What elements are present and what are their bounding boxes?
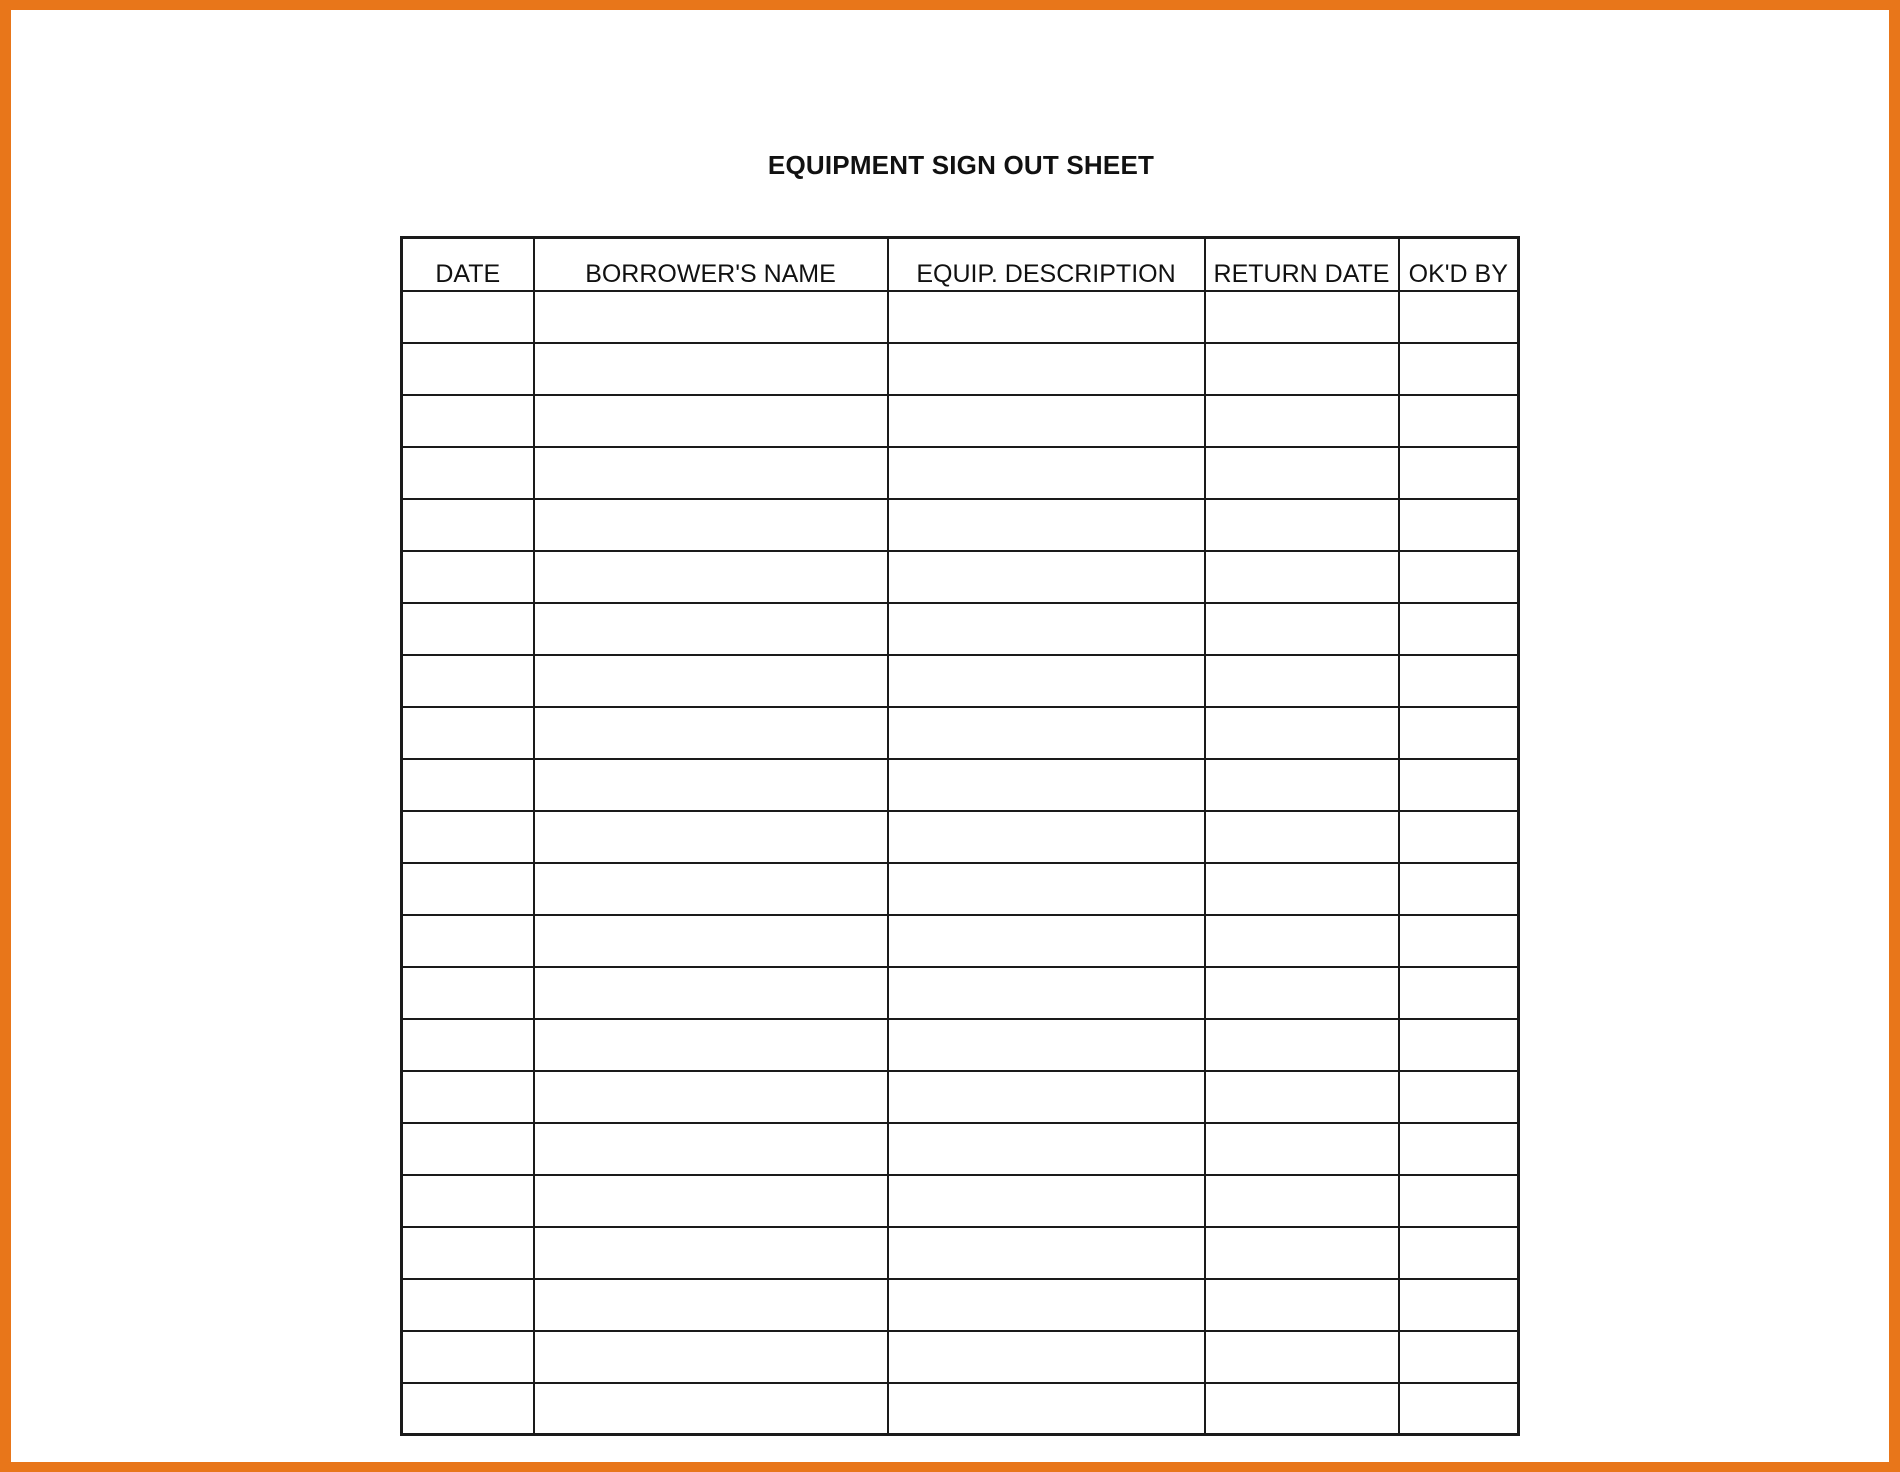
date-cell xyxy=(402,811,534,863)
return-date-cell xyxy=(1205,967,1399,1019)
table-body xyxy=(402,291,1519,1435)
equip-description-cell xyxy=(888,343,1205,395)
column-header-return-date: RETURN DATE xyxy=(1205,238,1399,291)
return-date-cell xyxy=(1205,447,1399,499)
date-cell xyxy=(402,967,534,1019)
date-cell xyxy=(402,1175,534,1227)
borrower-name-cell xyxy=(534,447,888,499)
okd-by-cell xyxy=(1399,1071,1519,1123)
borrower-name-cell xyxy=(534,1331,888,1383)
return-date-cell xyxy=(1205,655,1399,707)
equip-description-cell xyxy=(888,915,1205,967)
okd-by-cell xyxy=(1399,967,1519,1019)
return-date-cell xyxy=(1205,915,1399,967)
table-row xyxy=(402,603,1519,655)
return-date-cell xyxy=(1205,1331,1399,1383)
table-row xyxy=(402,1331,1519,1383)
okd-by-cell xyxy=(1399,499,1519,551)
return-date-cell xyxy=(1205,1123,1399,1175)
table-row xyxy=(402,1175,1519,1227)
table-row xyxy=(402,499,1519,551)
okd-by-cell xyxy=(1399,655,1519,707)
table-row xyxy=(402,447,1519,499)
borrower-name-cell xyxy=(534,551,888,603)
date-cell xyxy=(402,863,534,915)
borrower-name-cell xyxy=(534,655,888,707)
return-date-cell xyxy=(1205,1175,1399,1227)
table-row xyxy=(402,1383,1519,1435)
okd-by-cell xyxy=(1399,1175,1519,1227)
okd-by-cell xyxy=(1399,1123,1519,1175)
column-header-okd-by: OK'D BY xyxy=(1399,238,1519,291)
equip-description-cell xyxy=(888,967,1205,1019)
equip-description-cell xyxy=(888,1019,1205,1071)
okd-by-cell xyxy=(1399,707,1519,759)
okd-by-cell xyxy=(1399,811,1519,863)
borrower-name-cell xyxy=(534,1019,888,1071)
borrower-name-cell xyxy=(534,395,888,447)
okd-by-cell xyxy=(1399,291,1519,343)
equip-description-cell xyxy=(888,759,1205,811)
borrower-name-cell xyxy=(534,707,888,759)
equip-description-cell xyxy=(888,291,1205,343)
okd-by-cell xyxy=(1399,1227,1519,1279)
okd-by-cell xyxy=(1399,759,1519,811)
return-date-cell xyxy=(1205,1383,1399,1435)
return-date-cell xyxy=(1205,343,1399,395)
borrower-name-cell xyxy=(534,603,888,655)
equip-description-cell xyxy=(888,863,1205,915)
okd-by-cell xyxy=(1399,395,1519,447)
date-cell xyxy=(402,1279,534,1331)
date-cell xyxy=(402,707,534,759)
okd-by-cell xyxy=(1399,343,1519,395)
date-cell xyxy=(402,655,534,707)
borrower-name-cell xyxy=(534,811,888,863)
equip-description-cell xyxy=(888,603,1205,655)
table-row xyxy=(402,291,1519,343)
return-date-cell xyxy=(1205,811,1399,863)
table-row xyxy=(402,343,1519,395)
borrower-name-cell xyxy=(534,343,888,395)
borrower-name-cell xyxy=(534,915,888,967)
date-cell xyxy=(402,1383,534,1435)
date-cell xyxy=(402,603,534,655)
date-cell xyxy=(402,1019,534,1071)
okd-by-cell xyxy=(1399,1279,1519,1331)
date-cell xyxy=(402,1123,534,1175)
borrower-name-cell xyxy=(534,863,888,915)
okd-by-cell xyxy=(1399,1383,1519,1435)
okd-by-cell xyxy=(1399,603,1519,655)
table-row xyxy=(402,655,1519,707)
date-cell xyxy=(402,395,534,447)
okd-by-cell xyxy=(1399,551,1519,603)
return-date-cell xyxy=(1205,1071,1399,1123)
date-cell xyxy=(402,291,534,343)
equip-description-cell xyxy=(888,551,1205,603)
table-row xyxy=(402,1123,1519,1175)
return-date-cell xyxy=(1205,1227,1399,1279)
borrower-name-cell xyxy=(534,1383,888,1435)
table-row xyxy=(402,1279,1519,1331)
return-date-cell xyxy=(1205,759,1399,811)
sheet-title: EQUIPMENT SIGN OUT SHEET xyxy=(767,150,1155,180)
borrower-name-cell xyxy=(534,1279,888,1331)
equip-description-cell xyxy=(888,707,1205,759)
equip-description-cell xyxy=(888,811,1205,863)
okd-by-cell xyxy=(1399,915,1519,967)
equip-description-cell xyxy=(888,655,1205,707)
column-header-borrower-name: BORROWER'S NAME xyxy=(534,238,888,291)
date-cell xyxy=(402,915,534,967)
okd-by-cell xyxy=(1399,1331,1519,1383)
okd-by-cell xyxy=(1399,863,1519,915)
date-cell xyxy=(402,1227,534,1279)
date-cell xyxy=(402,759,534,811)
equip-description-cell xyxy=(888,1383,1205,1435)
borrower-name-cell xyxy=(534,499,888,551)
borrower-name-cell xyxy=(534,967,888,1019)
return-date-cell xyxy=(1205,707,1399,759)
date-cell xyxy=(402,447,534,499)
date-cell xyxy=(402,1331,534,1383)
column-header-equip-description: EQUIP. DESCRIPTION xyxy=(888,238,1205,291)
equip-description-cell xyxy=(888,447,1205,499)
table-row xyxy=(402,759,1519,811)
date-cell xyxy=(402,343,534,395)
equip-description-cell xyxy=(888,1071,1205,1123)
equip-description-cell xyxy=(888,1123,1205,1175)
equip-description-cell xyxy=(888,1227,1205,1279)
table-row xyxy=(402,1019,1519,1071)
return-date-cell xyxy=(1205,1019,1399,1071)
equip-description-cell xyxy=(888,499,1205,551)
table-row xyxy=(402,395,1519,447)
equip-description-cell xyxy=(888,1175,1205,1227)
return-date-cell xyxy=(1205,499,1399,551)
table-row xyxy=(402,707,1519,759)
return-date-cell xyxy=(1205,395,1399,447)
borrower-name-cell xyxy=(534,1071,888,1123)
equip-description-cell xyxy=(888,395,1205,447)
table-row xyxy=(402,863,1519,915)
date-cell xyxy=(402,1071,534,1123)
table-row xyxy=(402,1071,1519,1123)
signout-table xyxy=(400,236,1520,1436)
equip-description-cell xyxy=(888,1279,1205,1331)
date-cell xyxy=(402,551,534,603)
return-date-cell xyxy=(1205,551,1399,603)
table-row xyxy=(402,551,1519,603)
return-date-cell xyxy=(1205,863,1399,915)
table-row xyxy=(402,915,1519,967)
borrower-name-cell xyxy=(534,1175,888,1227)
header-row xyxy=(402,238,1519,291)
borrower-name-cell xyxy=(534,1227,888,1279)
okd-by-cell xyxy=(1399,1019,1519,1071)
borrower-name-cell xyxy=(534,759,888,811)
okd-by-cell xyxy=(1399,447,1519,499)
return-date-cell xyxy=(1205,603,1399,655)
equip-description-cell xyxy=(888,1331,1205,1383)
date-cell xyxy=(402,499,534,551)
table-row xyxy=(402,811,1519,863)
return-date-cell xyxy=(1205,291,1399,343)
table-row xyxy=(402,967,1519,1019)
table-row xyxy=(402,1227,1519,1279)
borrower-name-cell xyxy=(534,1123,888,1175)
borrower-name-cell xyxy=(534,291,888,343)
return-date-cell xyxy=(1205,1279,1399,1331)
column-header-date: DATE xyxy=(402,238,534,291)
